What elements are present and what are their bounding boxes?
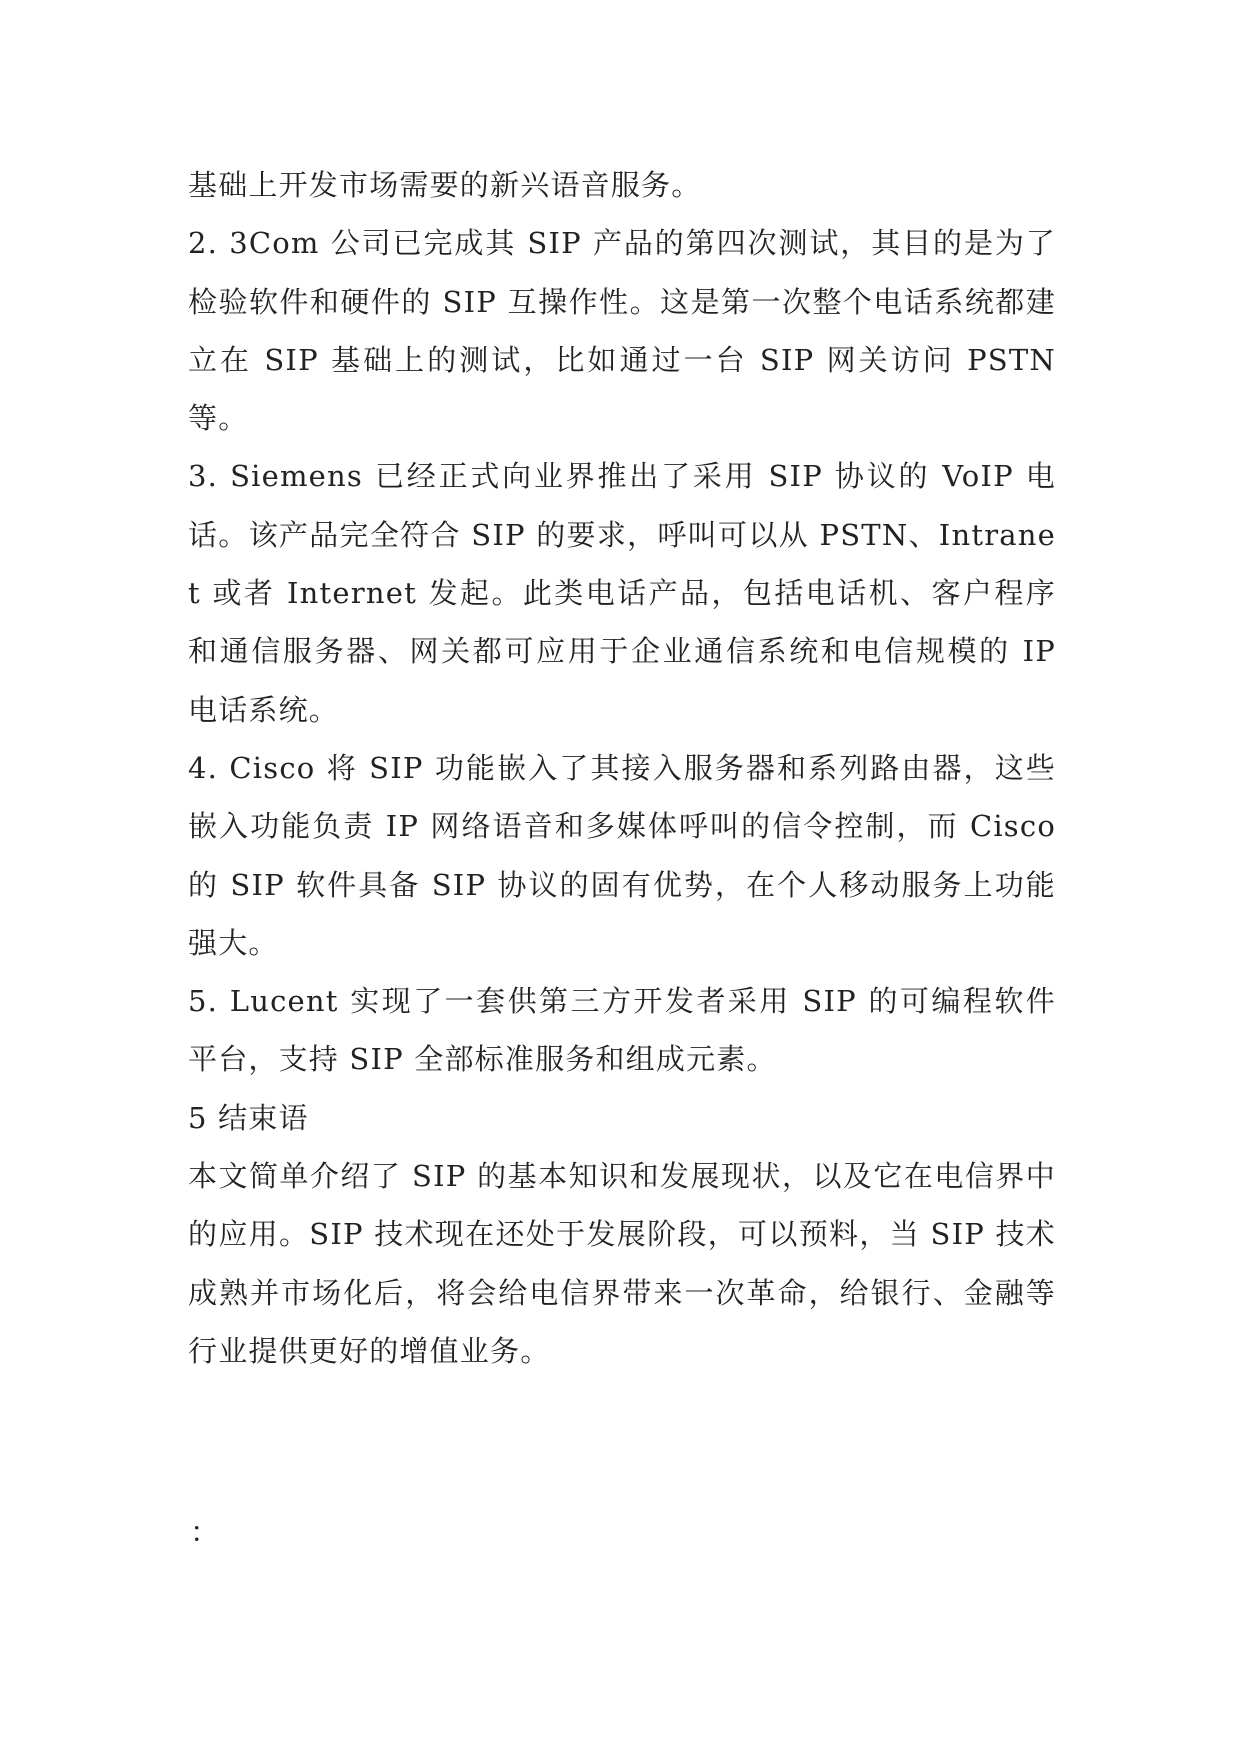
paragraph-item-5-lucent: 5. Lucent 实现了一套供第三方开发者采用 SIP 的可编程软件平台，支持 SIP 全部标准服务和组成元素。 bbox=[188, 984, 1056, 1077]
paragraph-item-2-3com: 2. 3Com 公司已完成其 SIP 产品的第四次测试，其目的是为了检验软件和硬件的 SIP 互操作性。这是第一次整个电话系统都建立在 SIP 基础上的测试，比如通过一台 SIP 网关访问 PSTN 等。 bbox=[188, 226, 1056, 436]
paragraph-item-3-siemens: 3. Siemens 已经正式向业界推出了采用 SIP 协议的 VoIP 电话。该产品完全符合 SIP 的要求，呼叫可以从 PSTN、Intranet 或者 Internet 发起。此类电话产品，包括电话机、客户程序和通信服务器、网关都可应用于企业通信系统和电信规模的 IP 电话系统。 bbox=[188, 459, 1056, 727]
body-text bbox=[188, 156, 1056, 1380]
paragraph-conclusion: 本文简单介绍了 SIP 的基本知识和发展现状，以及它在电信界中的应用。SIP 技术现在还处于发展阶段，可以预料，当 SIP 技术成熟并市场化后，将会给电信界带来一次革命，给银行、金融等行业提供更好的增值业务。 bbox=[188, 1159, 1056, 1368]
paragraph-continuation: 基础上开发市场需要的新兴语音服务。 bbox=[188, 168, 702, 202]
trailing-colon-mark: ： bbox=[190, 1515, 220, 1549]
section-heading-conclusion: 5 结束语 bbox=[188, 1100, 309, 1135]
paragraph-item-4-cisco: 4. Cisco 将 SIP 功能嵌入了其接入服务器和系列路由器，这些嵌入功能负责 IP 网络语音和多媒体呼叫的信令控制，而 Cisco 的 SIP 软件具备 SIP 协议的固有优势，在个人移动服务上功能强大。 bbox=[188, 750, 1056, 960]
